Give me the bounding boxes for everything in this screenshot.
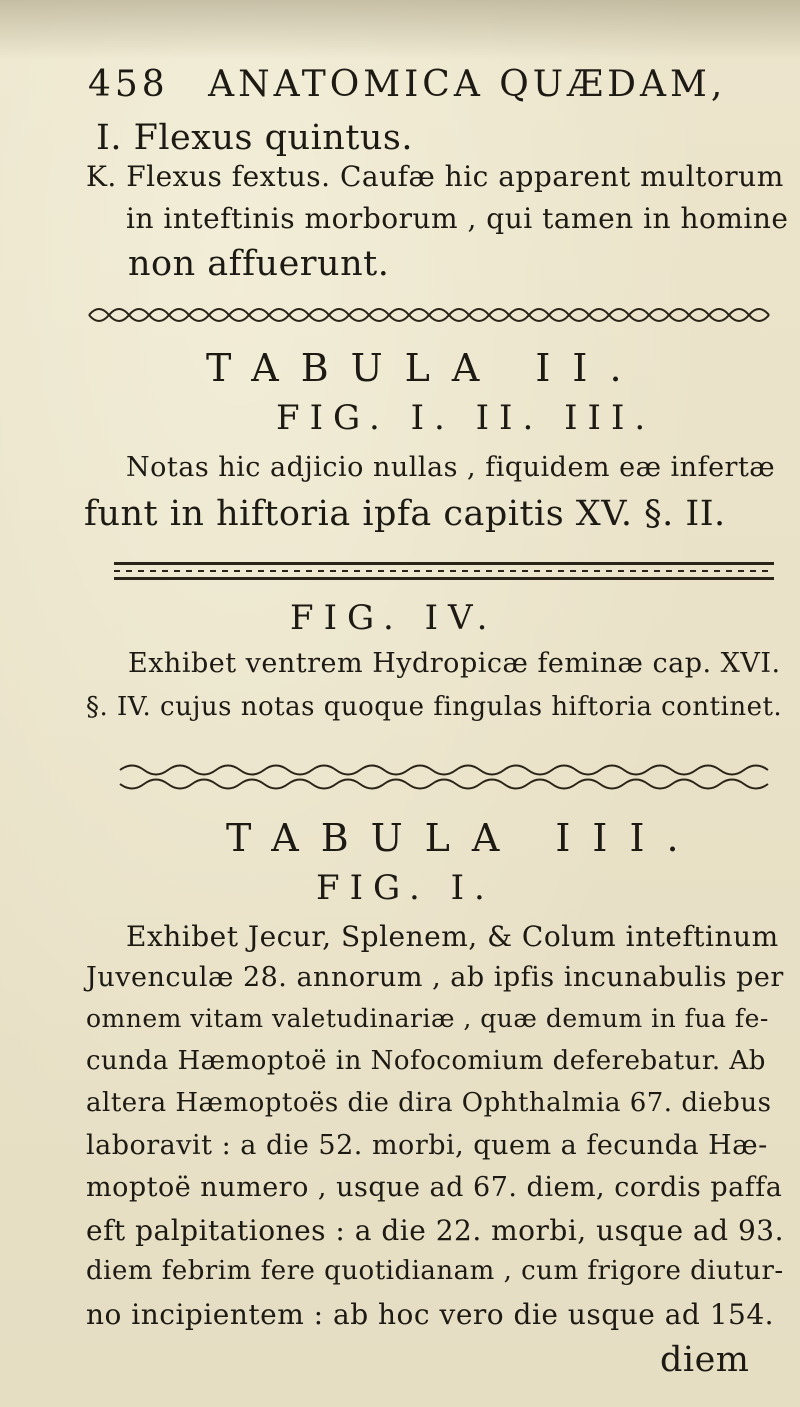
intro-line: I. Flexus quintus. [96,118,414,158]
ornament-band [116,762,772,792]
body-line: eft palpitationes : a die 22. morbi, usque ad 93. [86,1214,784,1247]
tabula-heading: TABULA III. [226,816,701,860]
ornament-band [84,300,774,330]
ornament-band [114,556,774,586]
intro-line: in inteftinis morborum , qui tamen in homine [126,202,789,235]
catchword: diem [660,1340,750,1380]
tabula-heading: TABULA II. [206,346,644,390]
body-line: Juvenculæ 28. annorum , ab ipfis incunabulis per [86,962,784,993]
fig-heading: FIG. I. II. III. [276,398,656,438]
body-line: cunda Hæmoptoë in Nofocomium deferebatur. Ab [86,1046,766,1076]
page-shadow [0,0,800,60]
intro-line: K. Flexus fextus. Caufæ hic apparent multorum [86,160,784,193]
body-line: moptoë numero , usque ad 67. diem, cordis paffa [86,1172,783,1203]
intro-line: non affuerunt. [128,244,390,284]
body-line: funt in hiftoria ipfa capitis XV. §. II. [84,494,726,534]
page-number: 458 [88,64,169,105]
body-line: diem febrim fere quotidianam , cum frigore diutur- [86,1256,784,1286]
fig-heading: FIG. I. [316,868,495,908]
body-line: §. IV. cujus notas quoque fingulas hiftoria continet. [86,692,783,722]
body-line: Notas hic adjicio nullas , fiquidem eæ infertæ [126,452,776,483]
body-line: Exhibet ventrem Hydropicæ feminæ cap. XVI. [128,648,781,679]
body-line: omnem vitam valetudinariæ , quæ demum in fua fe- [86,1004,769,1033]
body-line: laboravit : a die 52. morbi, quem a fecunda Hæ- [86,1130,768,1161]
running-header [88,64,726,105]
body-line: no incipientem : ab hoc vero die usque ad 154. [86,1298,775,1331]
body-line: altera Hæmoptoës die dira Ophthalmia 67. diebus [86,1088,772,1118]
body-line: Exhibet Jecur, Splenem, & Colum inteftinum [126,920,779,953]
running-title: ANATOMICA QUÆDAM, [208,64,727,105]
fig-heading: FIG. IV. [290,598,498,638]
